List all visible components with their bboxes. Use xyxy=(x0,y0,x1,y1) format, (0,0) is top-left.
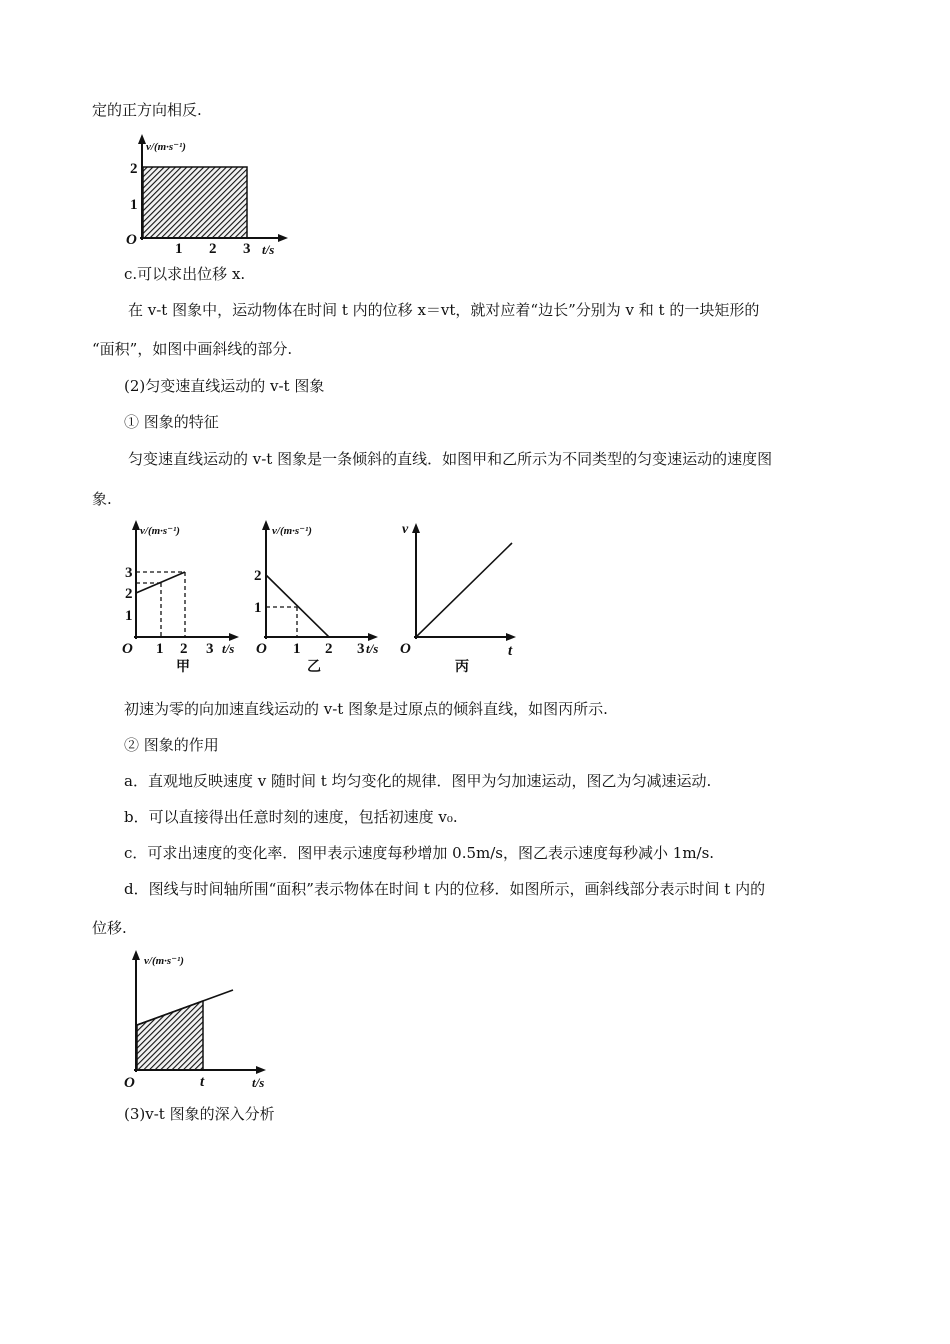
figure-bing xyxy=(396,515,536,677)
x-tick-3: 3 xyxy=(243,241,251,257)
y-axis-arrow xyxy=(132,950,140,960)
y-tick-2: 2 xyxy=(125,586,133,602)
text-features: 匀变速直线运动的 v-t 图象是一条倾斜的直线．如图甲和乙所示为不同类型的匀变速运动的速度图 xyxy=(128,450,773,468)
x-axis-label: t/s xyxy=(262,242,275,257)
x-tick-3: 3 xyxy=(206,641,214,657)
y-axis-label: v/(m·s⁻¹) xyxy=(140,525,180,537)
x-axis-arrow xyxy=(506,633,516,641)
y-axis-arrow xyxy=(262,520,270,530)
x-axis-arrow xyxy=(229,633,239,641)
text-use-d: d．图线与时间轴所围“面积”表示物体在时间 t 内的位移．如图所示，画斜线部分表示时间 t 内的 xyxy=(124,880,766,898)
figure-yi xyxy=(250,515,390,677)
x-tick-3: 3 xyxy=(357,641,365,657)
x-axis-arrow xyxy=(256,1066,266,1074)
x-axis-arrow xyxy=(368,633,378,641)
x-axis-label: t/s xyxy=(222,641,235,656)
x-tick-t: t xyxy=(200,1074,205,1090)
x-axis-label: t/s xyxy=(366,641,379,656)
y-tick-1: 1 xyxy=(125,608,133,624)
y-axis-label: v/(m·s⁻¹) xyxy=(144,955,184,967)
x-axis-label: t xyxy=(508,643,513,659)
section-heading-3: (3)v-t 图象的深入分析 xyxy=(124,1105,275,1123)
text-point-c: c.可以求出位移 x. xyxy=(124,265,246,283)
y-axis-arrow xyxy=(132,520,140,530)
y-tick-1: 1 xyxy=(130,197,138,213)
y-axis-arrow xyxy=(138,134,146,144)
text-area-displacement: 在 v-t 图象中，运动物体在时间 t 内的位移 x＝vt，就对应着“边长”分别为 v 和 t 的一块矩形的 xyxy=(128,301,760,319)
text-area-displacement-cont: “面积”，如图中画斜线的部分. xyxy=(92,340,293,358)
text-bing: 初速为零的向加速直线运动的 v-t 图象是过原点的倾斜直线，如图丙所示. xyxy=(124,700,608,718)
x-axis-arrow xyxy=(278,234,288,242)
subheading-uses: ② 图象的作用 xyxy=(124,736,219,754)
hatched-trapezoid xyxy=(137,1001,203,1070)
velocity-line xyxy=(266,575,329,637)
y-tick-1: 1 xyxy=(254,600,262,616)
figure-jia xyxy=(118,515,248,677)
subheading-features: ① 图象的特征 xyxy=(124,413,219,431)
text-features-cont: 象. xyxy=(92,490,112,508)
origin-label: O xyxy=(256,641,267,657)
y-axis-label: v xyxy=(402,522,409,537)
origin-label: O xyxy=(124,1075,135,1091)
x-axis-label: t/s xyxy=(252,1075,265,1090)
y-axis-label: v/(m·s⁻¹) xyxy=(272,525,312,537)
figure-displacement-area xyxy=(116,944,286,1096)
origin-label: O xyxy=(126,232,137,248)
text-continuation: 定的正方向相反. xyxy=(92,101,202,119)
text-use-b: b．可以直接得出任意时刻的速度，包括初速度 v₀. xyxy=(124,808,458,826)
hatched-rectangle xyxy=(143,167,247,238)
caption-bing: 丙 xyxy=(455,660,469,675)
text-use-c: c．可求出速度的变化率．图甲表示速度每秒增加 0.5m/s，图乙表示速度每秒减小 1m/s. xyxy=(124,844,715,862)
caption-yi: 乙 xyxy=(307,660,321,675)
x-tick-1: 1 xyxy=(156,641,164,657)
velocity-line xyxy=(416,543,512,637)
origin-label: O xyxy=(122,641,133,657)
x-tick-1: 1 xyxy=(293,641,301,657)
y-axis-arrow xyxy=(412,523,420,533)
y-tick-3: 3 xyxy=(125,565,133,581)
y-tick-2: 2 xyxy=(130,161,138,177)
y-tick-2: 2 xyxy=(254,568,262,584)
y-axis-label: v/(m·s⁻¹) xyxy=(146,141,186,153)
origin-label: O xyxy=(400,641,411,657)
caption-jia: 甲 xyxy=(176,660,190,675)
text-use-a: a．直观地反映速度 v 随时间 t 均匀变化的规律．图甲为匀加速运动，图乙为匀减速运动. xyxy=(124,772,712,790)
section-heading-2: (2)匀变速直线运动的 v-t 图象 xyxy=(124,377,325,395)
x-tick-2: 2 xyxy=(180,641,188,657)
text-use-d-cont: 位移. xyxy=(92,919,127,937)
x-tick-1: 1 xyxy=(175,241,183,257)
x-tick-2: 2 xyxy=(209,241,217,257)
x-tick-2: 2 xyxy=(325,641,333,657)
figure-constant-velocity xyxy=(110,130,310,260)
